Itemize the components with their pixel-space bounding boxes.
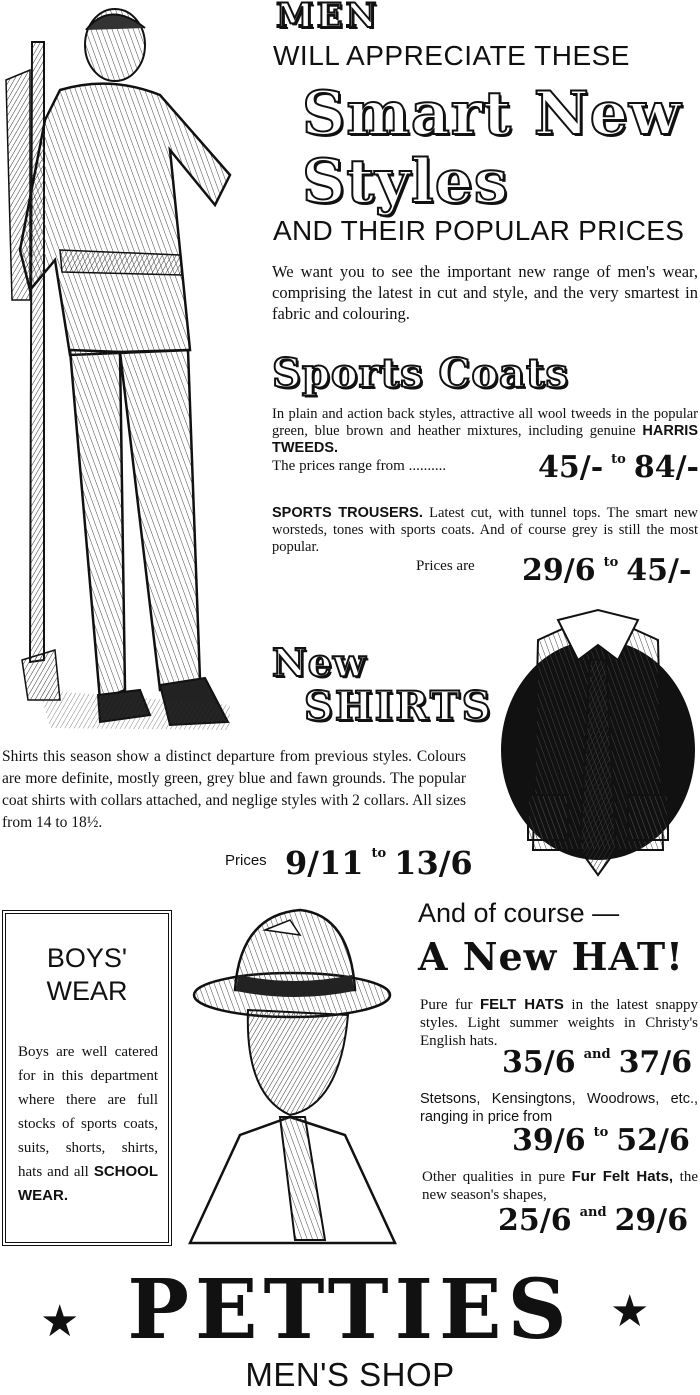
price-b: 52/6 (616, 1123, 690, 1158)
new-hat-title: A New HAT! (418, 934, 684, 979)
price-to-word: to (603, 555, 619, 570)
shirts-title-new: New (272, 640, 367, 685)
trousers-price (522, 553, 691, 588)
price-to: 84/- (633, 450, 699, 485)
sports-coats-price (538, 450, 699, 485)
price-and-word: and (579, 1205, 607, 1220)
harris-tweeds-text: HARRIS TWEEDS. (272, 423, 698, 456)
trousers-price-label: Prices are (416, 558, 475, 574)
boys-desc-text: Boys are well catered for in this department where there are full stocks of sports coats, suits, shorts, shirts, hats and all (18, 1044, 158, 1180)
heading-appreciate: WILL APPRECIATE THESE (273, 40, 630, 71)
price-b: 29/6 (614, 1203, 689, 1238)
heading-styles: Styles (302, 147, 509, 217)
boys-description (18, 1040, 158, 1208)
boys-title-2: WEAR (46, 976, 128, 1006)
price-a: 35/6 (502, 1045, 576, 1080)
school-wear-text: SCHOOL WEAR. (18, 1163, 158, 1204)
star-right-icon: ★ (610, 1287, 650, 1336)
shirt-illustration (498, 600, 698, 885)
star-left-icon: ★ (40, 1297, 80, 1346)
felt-pre: Pure fur (420, 997, 480, 1013)
price-from: 9/11 (285, 844, 364, 882)
price-a: 39/6 (512, 1123, 586, 1158)
felt-hats-bold: FELT HATS (479, 996, 564, 1013)
and-of-course-heading: And of course — (418, 898, 620, 928)
price-to: 13/6 (394, 844, 473, 882)
felt-post: in the latest snappy styles. Light summer weights in Christy's English hats. (420, 997, 698, 1049)
boys-title-1: BOYS' (46, 943, 128, 973)
boys-wear-box (2, 910, 172, 1246)
price-b: 37/6 (618, 1045, 693, 1080)
shirts-price-label: Prices (225, 852, 267, 869)
hat-man-illustration (180, 905, 410, 1245)
price-to: 45/- (626, 553, 692, 588)
shirts-title: SHIRTS (304, 683, 493, 730)
heading-men: MEN (276, 0, 380, 36)
felt-hats-description (420, 996, 698, 1050)
price-from: 29/6 (522, 553, 596, 588)
sports-coats-title: Sports Coats (272, 350, 569, 397)
price-a: 25/6 (498, 1203, 572, 1238)
man-standing-illustration (0, 0, 250, 740)
price-to-word: to (371, 846, 387, 861)
store-name: PETTIES (127, 1262, 573, 1358)
fur-felt-bold: Fur Felt Hats, (571, 1168, 674, 1185)
other-qualities-price (498, 1203, 688, 1238)
shirts-description: Shirts this season show a distinct departure from previous styles. Colours are more definite, mostly green, grey blue and fawn grounds. The popular coat shirts with collars attached, and neglige styles with 2 collars. All sizes from 14 to 18½. (2, 748, 466, 831)
intro-paragraph: We want you to see the important new range of men's wear, comprising the latest in cut and style, and the very smartest in fabric and colouring. (272, 262, 698, 323)
heading-smart-new: Smart New (302, 79, 682, 149)
trousers-desc-text: Latest cut, with tunnel tops. The smart new worsteds, tones with sports coats. And of course grey is still the most popular. (272, 505, 698, 555)
felt-hats-price (502, 1045, 692, 1080)
price-from: 45/- (538, 450, 604, 485)
trousers-description (272, 505, 698, 556)
other-pre: Other qualities in pure (422, 1169, 572, 1185)
store-subtitle: MEN'S SHOP (245, 1356, 455, 1393)
price-and-word: and (583, 1047, 611, 1062)
heading-popular-prices: AND THEIR POPULAR PRICES (273, 215, 685, 246)
other-qualities-description (422, 1168, 698, 1204)
price-to-word: to (593, 1125, 609, 1140)
other-post: the new season's shapes, (422, 1169, 698, 1203)
stetsons-price (512, 1123, 690, 1158)
sports-coats-range-label: The prices range from .......... (272, 458, 447, 474)
sports-coats-desc-text: In plain and action back styles, attractive all wool tweeds in the popular green, blue brown and heather mixtures, including genuine (272, 406, 698, 439)
trousers-bold: SPORTS TROUSERS. (272, 505, 423, 521)
price-to-word: to (611, 452, 626, 467)
stetsons-description: Stetsons, Kensingtons, Woodrows, etc., ranging in price from (420, 1091, 698, 1125)
shirts-price (285, 844, 473, 882)
